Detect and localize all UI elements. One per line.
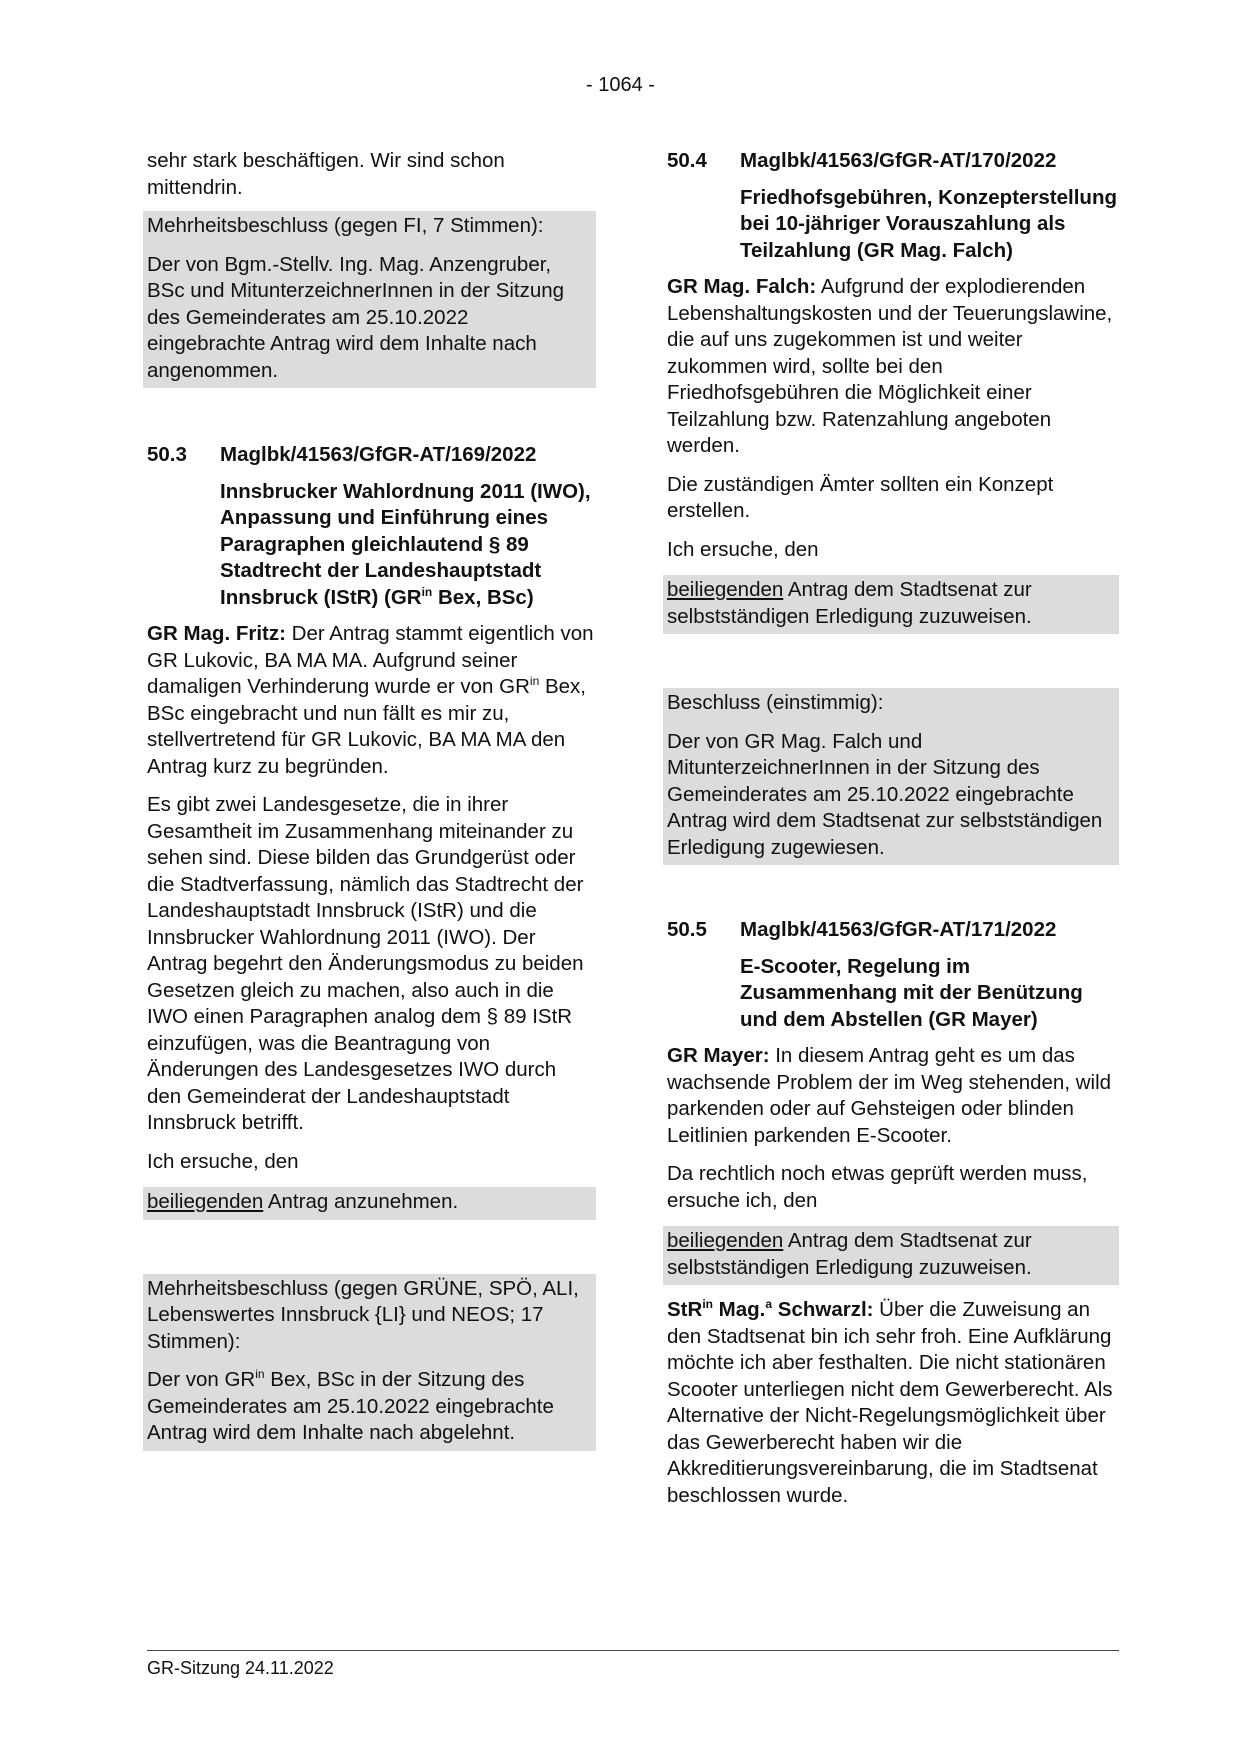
speaker-name: GR Mag. Falch: (667, 275, 817, 298)
speaker-name: StR$^{in}$ Mag.$^a$ Schwarzl: (667, 1297, 874, 1321)
request-text: Ich ersuche, den (667, 537, 819, 561)
footer-divider (147, 1650, 1119, 1651)
resolution-text: Der von Bgm.-Stellv. Ing. Mag. Anzengruber, BSc und MitunterzeichnerInnen in der Sitzung des Gemeinderates am 25.10.2022 eingebrachte Antrag wird dem Inhalte nach angenommen. (147, 252, 565, 382)
resolution-box-2 (143, 1274, 596, 1451)
item-number: 50.4 (667, 149, 707, 172)
resolution-label: Mehrheitsbeschluss (gegen GRÜNE, SPÖ, ALI, Lebenswertes Innsbruck {LI} und NEOS; 17 Stimmen): (147, 1276, 579, 1353)
agenda-item-50-5 (667, 917, 1119, 944)
speaker-name: GR Mag. Fritz: (147, 622, 286, 645)
resolution-label: Mehrheitsbeschluss (gegen FI, 7 Stimmen): (147, 214, 544, 237)
proposal-box: beiliegenden Antrag dem Stadtsenat zur selbstständigen Erledigung zuzuweisen. (663, 575, 1119, 634)
page-number: - 1064 - (586, 74, 655, 96)
request-text: Da rechtlich noch etwas geprüft werden muss, ersuche ich, den (667, 1162, 1088, 1212)
proposal-box: beiliegenden Antrag dem Stadtsenat zur selbstständigen Erledigung zuzuweisen. (663, 1226, 1119, 1285)
resolution-text: Der von GR Mag. Falch und MitunterzeichnerInnen in der Sitzung des Gemeinderates am 25.10.2022 eingebrachte Antrag wird dem Stadtsenat zur selbstständigen Erledigung zugewiesen. (667, 729, 1103, 859)
left-column (147, 148, 596, 1463)
item-reference: Maglbk/41563/GfGR-AT/170/2022 (740, 149, 1057, 172)
resolution-box-3 (663, 688, 1119, 865)
page-footer: GR-Sitzung 24.11.2022 (147, 1658, 334, 1678)
speaker-name: GR Mayer: (667, 1044, 770, 1067)
item-number: 50.3 (147, 443, 187, 466)
item-number: 50.5 (667, 918, 707, 941)
speech-paragraph: GR Mag. Falch: Aufgrund der explodierenden Lebenshaltungskosten und der Teuerungslawine, die auf uns zugekommen ist und weiter zukommen wird, sollte bei den Friedhofsgebühren die Möglichkeit einer Teilzahlung bzw. Ratenzahlung angeboten werden. (667, 275, 1113, 457)
item-reference: Maglbk/41563/GfGR-AT/171/2022 (740, 918, 1057, 941)
speech-paragraph: GR Mayer: In diesem Antrag geht es um das wachsende Problem der im Weg stehenden, wild parkenden oder auf Gehsteigen oder blinden Leitlinien parkenden E-Scooter. (667, 1044, 1112, 1147)
speech-paragraph-2: Es gibt zwei Landesgesetze, die in ihrer Gesamtheit im Zusammenhang miteinander zu sehen sind. Diese bilden das Grundgerüst oder die Stadtverfassung, nämlich das Stadtrecht der Landeshauptstadt Innsbruck (IStR) und die Innsbrucker Wahlordnung 2011 (IWO). Der Antrag begehrt den Änderungsmodus zu beiden Gesetzen gleich zu machen, also auch in die IWO einen Paragraphen analog dem § 89 IStR einzufügen, was die Beantragung von Änderungen des Landesgesetzes IWO durch den Gemeinderat der Landeshauptstadt Innsbruck betrifft. (147, 793, 584, 1134)
request-text: Ich ersuche, den (147, 1149, 299, 1173)
resolution-text: Der von $GR^{in}$ Bex, BSc in der Sitzung des Gemeinderates am 25.10.2022 eingebrachte Antrag wird dem Inhalte nach abgelehnt. (147, 1367, 554, 1444)
speech-paragraph: GR Mag. Fritz: Der Antrag stammt eigentlich von GR Lukovic, BA MA MA. Aufgrund seiner damaligen Verhinderung wurde er von $GR^{in}$ Bex, BSc eingebracht und nun fällt es mir zu, stellvertretend für GR Lukovic, BA MA MA den Antrag kurz zu begründen. (147, 622, 594, 778)
intro-paragraph: sehr stark beschäftigen. Wir sind schon mittendrin. (147, 149, 505, 199)
speech-paragraph-2: StR$^{in}$ Mag.$^a$ Schwarzl: Über die Zuweisung an den Stadtsenat bin ich sehr froh. Eine Aufklärung möchte ich aber festhalten. Die nicht stationären Scooter unterliegen nicht dem Gewerberecht. Als Alternative der Nicht-Regelungsmöglichkeit über das Gewerberecht haben wir die Akkreditierungsvereinbarung, die im Stadtsenat beschlossen wurde. (667, 1297, 1113, 1507)
agenda-item-50-3 (147, 442, 596, 469)
item-title: E-Scooter, Regelung im Zusammenhang mit der Benützung und dem Abstellen (GR Mayer) (740, 954, 1083, 1031)
proposal-box: beiliegenden Antrag anzunehmen. (143, 1187, 596, 1220)
agenda-item-50-4 (667, 148, 1119, 175)
resolution-box-1 (143, 211, 596, 388)
resolution-label: Beschluss (einstimmig): (667, 691, 884, 714)
right-column (667, 148, 1119, 1521)
item-reference: Maglbk/41563/GfGR-AT/169/2022 (220, 443, 537, 466)
item-title: Friedhofsgebühren, Konzepterstellung bei 10-jähriger Vorauszahlung als Teilzahlung (GR Mag. Falch) (740, 185, 1117, 262)
item-title: Innsbrucker Wahlordnung 2011 (IWO), Anpassung und Einführung eines Paragraphen gleichlautend § 89 Stadtrecht der Landeshauptstadt Innsbruck (IStR) ($GR^{in}$ Bex, BSc) (220, 479, 591, 609)
speech-paragraph-2: Die zuständigen Ämter sollten ein Konzept erstellen. (667, 472, 1054, 522)
